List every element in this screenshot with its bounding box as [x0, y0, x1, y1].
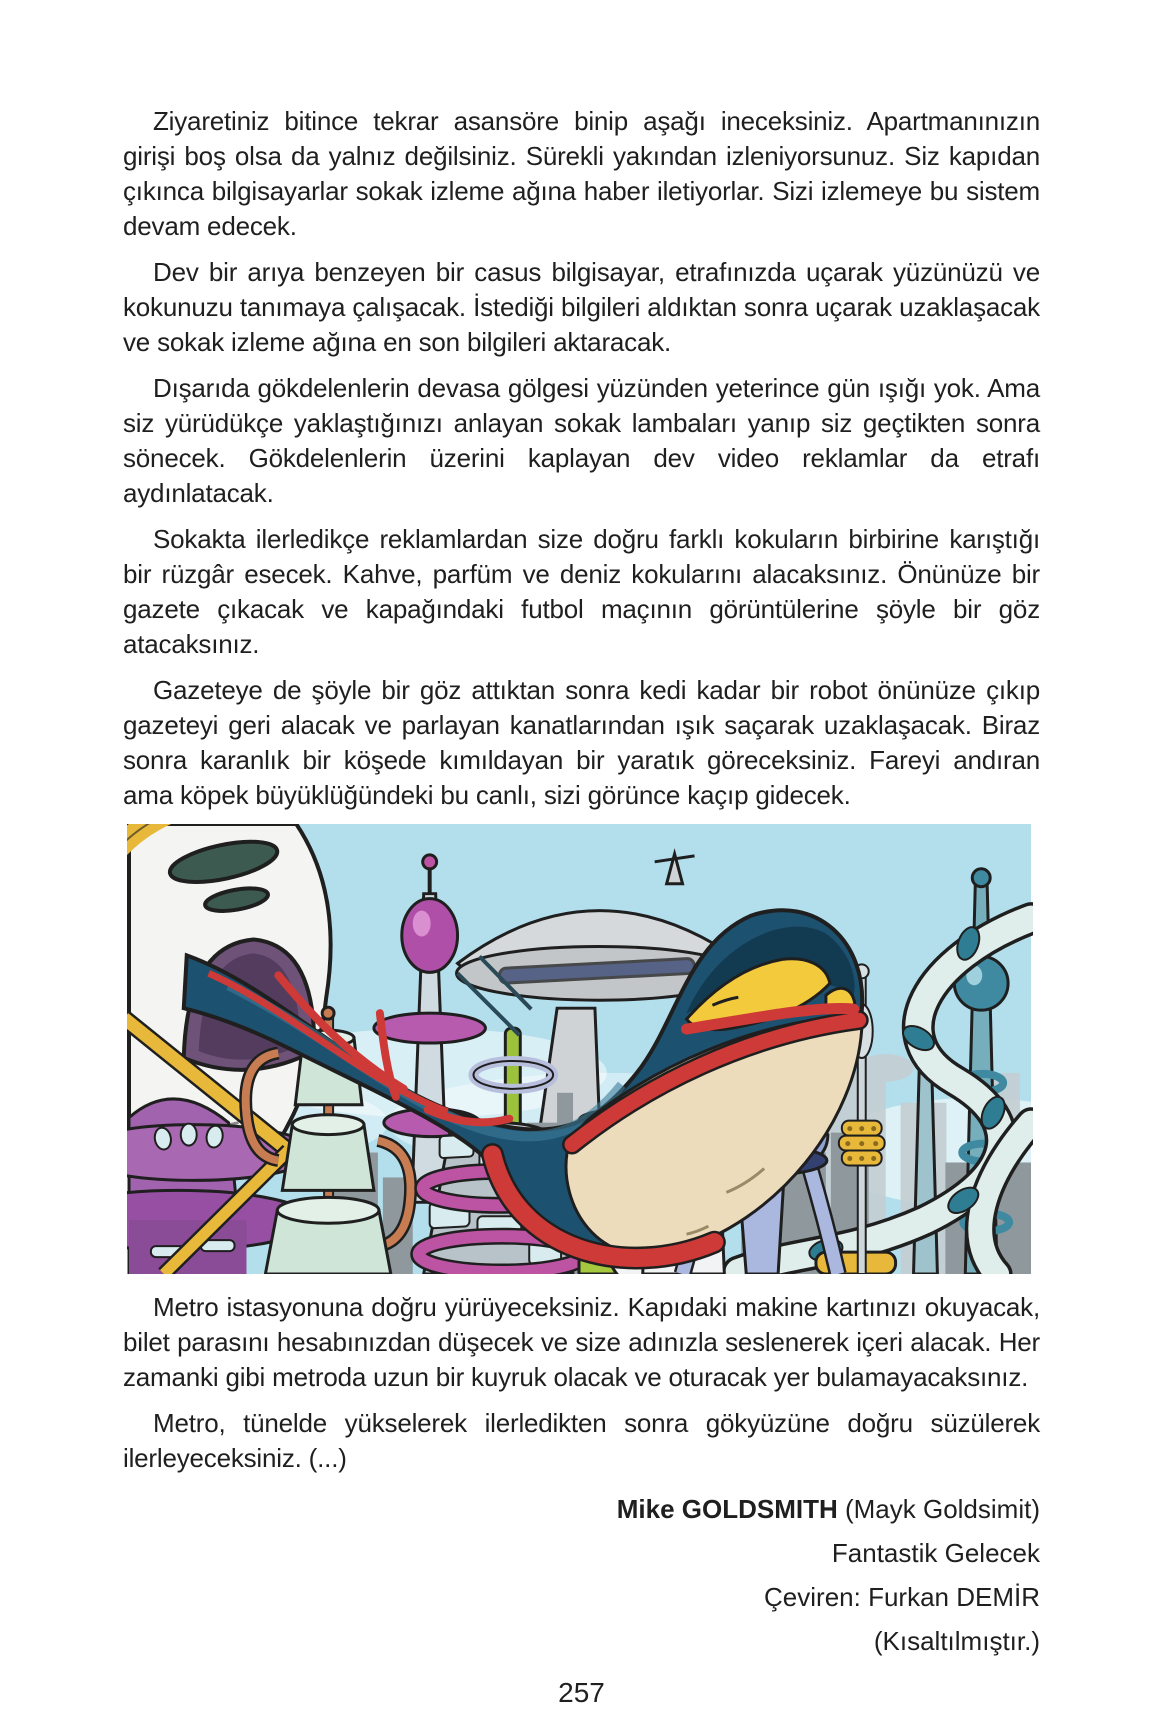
page-number: 257: [558, 1677, 605, 1708]
body-paragraph: Dev bir arıya benzeyen bir casus bilgisayar, etrafınızda uçarak yüzünüzü ve kokunuzu tanımaya çalışacak. İstediği bilgileri aldıktan sonra uçarak uzaklaşacak ve sokak izleme ağına en son bilgileri aktaracak.: [123, 257, 1040, 357]
body-paragraph: Metro, tünelde yükselerek ilerledikten sonra gökyüzüne doğru süzülerek ilerleyeceksiniz. (...): [123, 1408, 1040, 1473]
attribution-translator: Çeviren: Furkan DEMİR: [764, 1582, 1040, 1612]
illustration-futuristic-city: [127, 824, 1033, 1274]
body-paragraph: Sokakta ilerledikçe reklamlardan size doğru farklı kokuların birbirine karıştığı bir rüzgâr esecek. Kahve, parfüm ve deniz kokularını alacaksınız. Önünüze bir gazete çıkacak ve kapağındaki futbol maçının görüntülerine şöyle bir göz atacaksınız.: [123, 524, 1040, 659]
attribution-author-line: [123, 1487, 1040, 1531]
body-paragraph: Gazeteye de şöyle bir göz attıktan sonra kedi kadar bir robot önünüze çıkıp gazeteyi geri alacak ve parlayan kanatlarından ışık saçarak uzaklaşacak. Biraz sonra karanlık bir köşede kımıldayan bir yaratık göreceksiniz. Fareyi andıran ama köpek büyüklüğündeki bu canlı, sizi görünce kaçıp gidecek.: [123, 675, 1040, 810]
body-paragraph: Dışarıda gökdelenlerin devasa gölgesi yüzünden yeterince gün ışığı yok. Ama siz yürüdükçe yaklaştığınızı anlayan sokak lambaları yanıp siz geçtikten sonra sönecek. Gökdelenlerin üzerini kaplayan dev video reklamlar da etrafı aydınlatacak.: [123, 373, 1040, 508]
attribution-abridged-note: (Kısaltılmıştır.): [873, 1626, 1040, 1656]
author-name: Mike GOLDSMITH: [616, 1494, 838, 1524]
body-paragraph: Metro istasyonuna doğru yürüyeceksiniz. Kapıdaki makine kartınızı okuyacak, bilet parasını hesabınızdan düşecek ve size adınızla seslenerek içeri alacak. Her zamanki gibi metroda uzun bir kuyruk olacak ve oturacak yer bulamayacaksınız.: [123, 1292, 1040, 1392]
body-paragraph: Ziyaretiniz bitince tekrar asansöre binip aşağı ineceksiniz. Apartmanınızın girişi boş olsa da yalnız değilsiniz. Sürekli yakından izleniyorsunuz. Siz kapıdan çıkınca bilgisayarlar sokak izleme ağına haber iletiyorlar. Sizi izlemeye bu sistem devam edecek.: [123, 106, 1040, 241]
author-transliteration: (Mayk Goldsimit): [837, 1494, 1040, 1524]
attribution-work-title: Fantastik Gelecek: [831, 1538, 1040, 1568]
attribution-block: [123, 1487, 1040, 1663]
